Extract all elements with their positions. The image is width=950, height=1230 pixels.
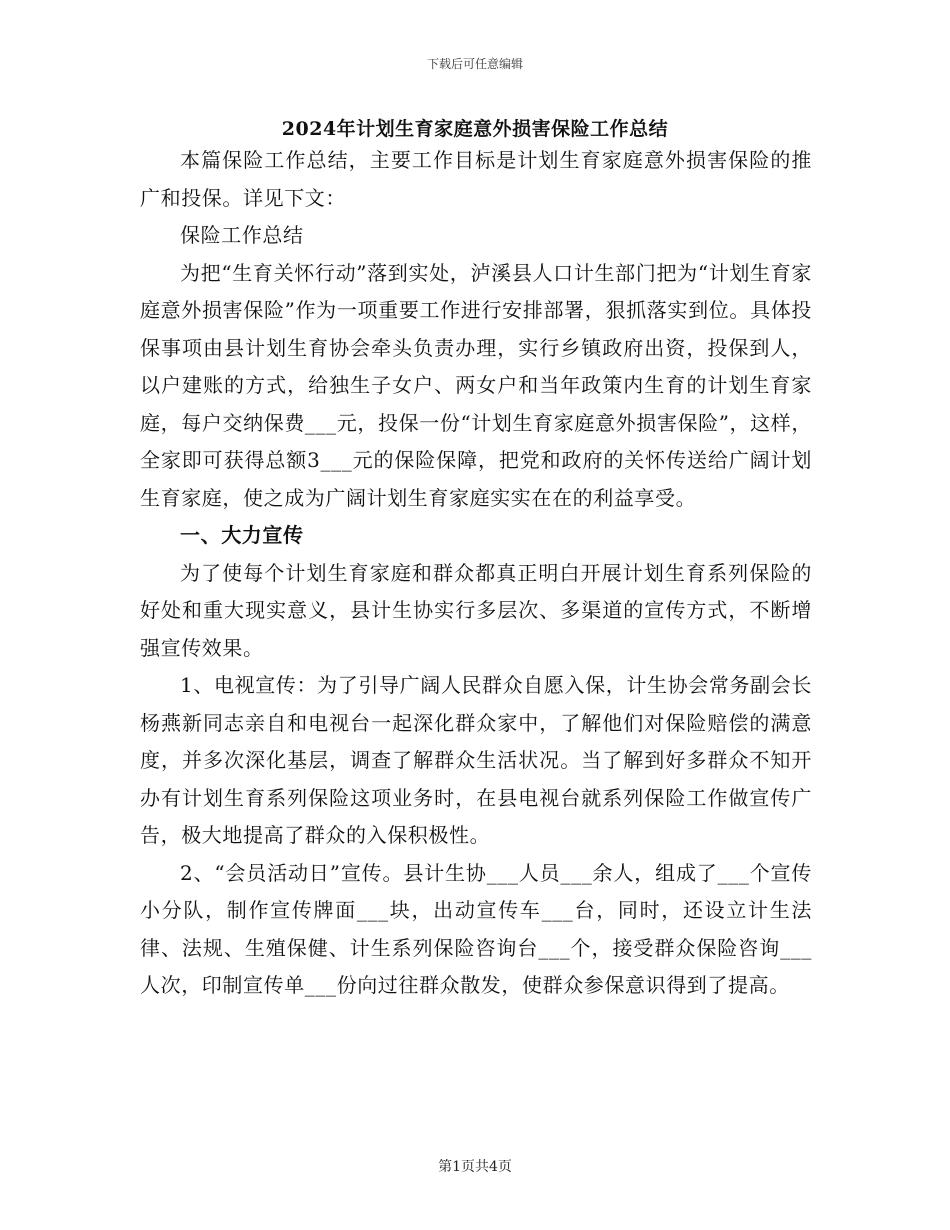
document-title: 2024年计划生育家庭意外损害保险工作总结 [281,118,669,140]
section-1-intro: 为了使每个计划生育家庭和群众都真正明白开展计划生育系列保险的好处和重大现实意义，县计生协实行多层次、多渠道的宣传方式，不断增强宣传效果。 [140,560,812,660]
header-note: 下载后可任意编辑 [426,57,523,71]
document-body [140,142,812,1005]
list-item-tv-publicity: 1、电视宣传：为了引导广阔人民群众自愿入保，计生协会常务副会长杨燕新同志亲自和电视台一起深化群众家中，了解他们对保险赔偿的满意度，并多次深化基层，调查了解群众生活状况。当了解到好多群众不知开办有计划生育系列保险这项业务时，在县电视台就系列保险工作做宣传广告，极大地提高了群众的入保积极性。 [140,673,812,847]
subtitle-paragraph: 保险工作总结 [180,223,304,247]
intro-paragraph: 本篇保险工作总结，主要工作目标是计划生育家庭意外损害保险的推广和投保。详见下文： [140,148,812,210]
section-heading-1: 一、大力宣传 [180,523,304,547]
page-number: 第1页共4页 [438,1159,512,1175]
list-item-member-day: 2、“会员活动日”宣传。县计生协___人员___余人，组成了___个宣传小分队，制作宣传牌面___块，出动宣传车___台，同时，还设立计生法律、法规、生殖保健、计生系列保险咨询台___个，接受群众保险咨询___人次，印制宣传单___份向过往群众散发，使群众参保意识得到了提高。 [140,860,812,997]
body-paragraph-1: 为把“生育关怀行动”落到实处，泸溪县人口计生部门把为“计划生育家庭意外损害保险”作为一项重要工作进行安排部署，狠抓落实到位。具体投保事项由县计划生育协会牵头负责办理，实行乡镇政府出资，投保到人，以户建账的方式，给独生子女户、两女户和当年政策内生育的计划生育家庭，每户交纳保费___元，投保一份“计划生育家庭意外损害保险”，这样，全家即可获得总额3___元的保险保障，把党和政府的关怀传送给广阔计划生育家庭，使之成为广阔计划生育家庭实实在在的利益享受。 [140,260,812,510]
